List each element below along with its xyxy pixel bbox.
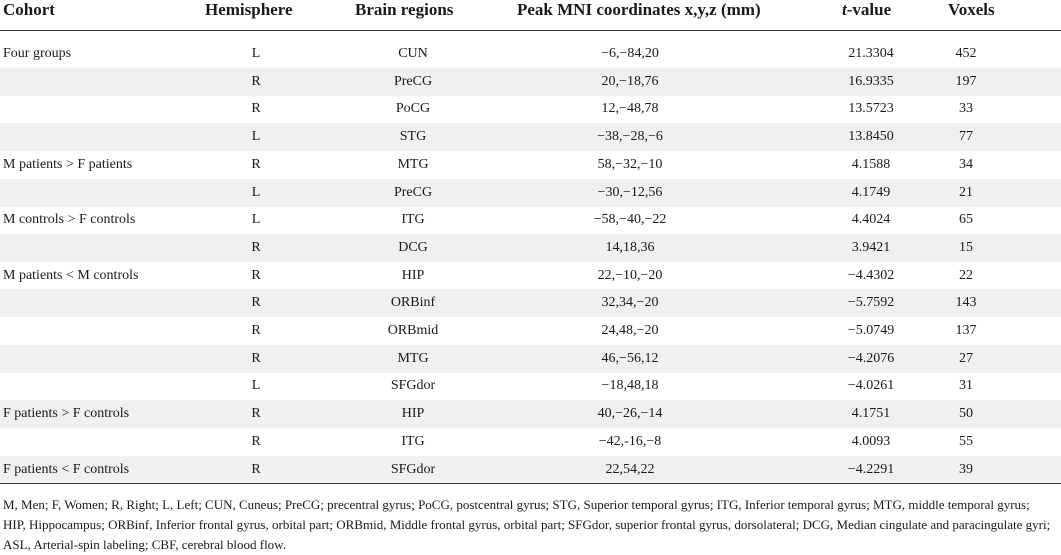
voxels-cell: 39 xyxy=(959,461,973,477)
voxels-cell: 452 xyxy=(955,46,977,61)
table-row xyxy=(0,345,1061,373)
cohort-cell: M controls > F controls xyxy=(3,212,136,228)
peak-coordinates-cell: 32,34,−20 xyxy=(601,295,659,311)
hemisphere-cell: R xyxy=(251,461,261,477)
brain-region-cell: ORBmid xyxy=(387,323,439,338)
peak-coordinates-cell: 58,−32,−10 xyxy=(597,156,663,172)
t-value-cell: 4.1749 xyxy=(851,184,891,200)
table-row xyxy=(0,206,1061,234)
voxels-cell: 21 xyxy=(959,184,973,200)
cohort-cell: Four groups xyxy=(3,46,72,61)
t-value-cell: −4.0261 xyxy=(847,378,895,394)
brain-region-cell: MTG xyxy=(397,156,429,172)
t-value-cell: 3.9421 xyxy=(851,239,891,255)
table-row xyxy=(0,289,1061,317)
peak-coordinates-cell: −18,48,18 xyxy=(601,378,659,394)
t-value-cell: 4.0093 xyxy=(851,433,891,449)
hemisphere-cell: L xyxy=(251,184,261,200)
peak-coordinates-cell: 46,−56,12 xyxy=(601,350,659,366)
header-voxels: Voxels xyxy=(948,0,995,19)
hemisphere-cell: R xyxy=(251,73,261,89)
table-row xyxy=(0,234,1061,262)
hemisphere-cell: R xyxy=(251,323,261,338)
t-value-cell: 4.1751 xyxy=(851,406,891,422)
bottom-rule xyxy=(0,483,1061,484)
peak-coordinates-cell: −38,−28,−6 xyxy=(597,129,663,145)
hemisphere-cell: L xyxy=(251,378,261,394)
table-row xyxy=(0,40,1061,68)
brain-region-cell: ORBinf xyxy=(390,295,436,311)
voxels-cell: 143 xyxy=(955,295,977,311)
hemisphere-cell: L xyxy=(251,46,261,61)
voxels-cell: 27 xyxy=(959,350,973,366)
t-value-cell: 4.1588 xyxy=(851,156,891,172)
hemisphere-cell: R xyxy=(251,156,261,172)
brain-region-cell: CUN xyxy=(398,46,428,61)
table-row xyxy=(0,151,1061,179)
peak-coordinates-cell: 14,18,36 xyxy=(605,239,655,255)
header-t-value xyxy=(842,0,891,22)
voxels-cell: 33 xyxy=(959,101,973,117)
brain-region-cell: SFGdor xyxy=(390,461,436,477)
table-row xyxy=(0,400,1061,428)
hemisphere-cell: R xyxy=(251,433,261,449)
cohort-cell: F patients < F controls xyxy=(3,461,130,477)
table-row xyxy=(0,179,1061,207)
t-value-cell: 13.8450 xyxy=(848,129,894,145)
voxels-cell: 22 xyxy=(959,267,973,283)
peak-coordinates-cell: −6,−84,20 xyxy=(601,46,659,61)
voxels-cell: 15 xyxy=(959,239,973,255)
peak-coordinates-cell: 24,48,−20 xyxy=(601,323,659,338)
table-row xyxy=(0,262,1061,290)
brain-region-cell: PoCG xyxy=(395,101,431,117)
brain-region-cell: SFGdor xyxy=(390,378,436,394)
voxels-cell: 55 xyxy=(959,433,973,449)
t-value-cell: −4.2076 xyxy=(847,350,895,366)
voxels-cell: 77 xyxy=(959,129,973,145)
brain-region-cell: STG xyxy=(399,129,427,145)
peak-coordinates-cell: −42,-16,−8 xyxy=(598,433,662,449)
t-value-cell: 4.4024 xyxy=(851,212,891,228)
hemisphere-cell: L xyxy=(251,212,261,228)
header-cohort: Cohort xyxy=(3,0,55,19)
peak-coordinates-cell: −58,−40,−22 xyxy=(593,212,667,228)
hemisphere-cell: R xyxy=(251,295,261,311)
peak-coordinates-cell: 20,−18,76 xyxy=(601,73,659,89)
voxels-cell: 34 xyxy=(959,156,973,172)
t-value-cell: −5.7592 xyxy=(847,295,895,311)
cohort-cell: M patients > F patients xyxy=(3,156,133,172)
t-value-cell: −4.4302 xyxy=(847,267,895,283)
table-row xyxy=(0,372,1061,400)
t-value-cell: 21.3304 xyxy=(848,46,894,61)
table-row xyxy=(0,317,1061,345)
brain-region-cell: MTG xyxy=(397,350,429,366)
brain-region-cell: ITG xyxy=(401,433,425,449)
hemisphere-cell: R xyxy=(251,239,261,255)
table-row xyxy=(0,68,1061,96)
voxels-cell: 50 xyxy=(959,406,973,422)
header-rule xyxy=(0,30,1061,31)
table-row xyxy=(0,95,1061,123)
cohort-cell: F patients > F controls xyxy=(3,406,130,422)
hemisphere-cell: R xyxy=(251,267,261,283)
cohort-cell: M patients < M controls xyxy=(3,267,139,283)
t-value-cell: 16.9335 xyxy=(848,73,894,89)
peak-coordinates-cell: 12,−48,78 xyxy=(601,101,659,117)
hemisphere-cell: L xyxy=(251,129,261,145)
t-value-cell: −4.2291 xyxy=(847,461,895,477)
brain-region-cell: HIP xyxy=(401,406,425,422)
peak-coordinates-cell: 40,−26,−14 xyxy=(597,406,663,422)
table-row xyxy=(0,456,1061,484)
voxels-cell: 65 xyxy=(959,212,973,228)
hemisphere-cell: R xyxy=(251,101,261,117)
brain-region-cell: HIP xyxy=(401,267,425,283)
t-value-cell: −5.0749 xyxy=(847,323,895,338)
header-t-rest: -value xyxy=(846,0,892,19)
brain-region-cell: PreCG xyxy=(393,73,433,89)
peak-coordinates-cell: −30,−12,56 xyxy=(597,184,663,200)
header-brain-regions: Brain regions xyxy=(355,0,454,19)
brain-region-cell: DCG xyxy=(398,239,428,255)
table-footnote: M, Men; F, Women; R, Right; L, Left; CUN, Cuneus; PreCG; precentral gyrus; PoCG, postcentral gyrus; STG, Superior temporal gyrus; ITG, Inferior temporal gyrus; MTG, middle temporal gyrus; HIP, Hippocampus; ORBinf, Inferior frontal gyrus, orbital part; ORBmid, Middle frontal gyrus, orbital part; SFGdor, superior frontal gyrus, dorsolateral; DCG, Median cingulate and paracingulate gyri; ASL, Arterial-spin labeling; CBF, cerebral blood flow. xyxy=(3,497,1051,552)
brain-region-cell: PreCG xyxy=(393,184,433,200)
peak-coordinates-cell: 22,54,22 xyxy=(605,461,655,477)
voxels-cell: 197 xyxy=(955,73,977,89)
t-value-cell: 13.5723 xyxy=(848,101,894,117)
header-hemisphere: Hemisphere xyxy=(205,0,293,19)
table-row xyxy=(0,428,1061,456)
hemisphere-cell: R xyxy=(251,350,261,366)
peak-coordinates-cell: 22,−10,−20 xyxy=(597,267,663,283)
voxels-cell: 31 xyxy=(959,378,973,394)
header-t-italic: t xyxy=(842,0,847,19)
hemisphere-cell: R xyxy=(251,406,261,422)
table-row xyxy=(0,123,1061,151)
header-peak-coordinates: Peak MNI coordinates x,y,z (mm) xyxy=(517,0,761,19)
brain-region-cell: ITG xyxy=(401,212,425,228)
voxels-cell: 137 xyxy=(955,323,977,338)
